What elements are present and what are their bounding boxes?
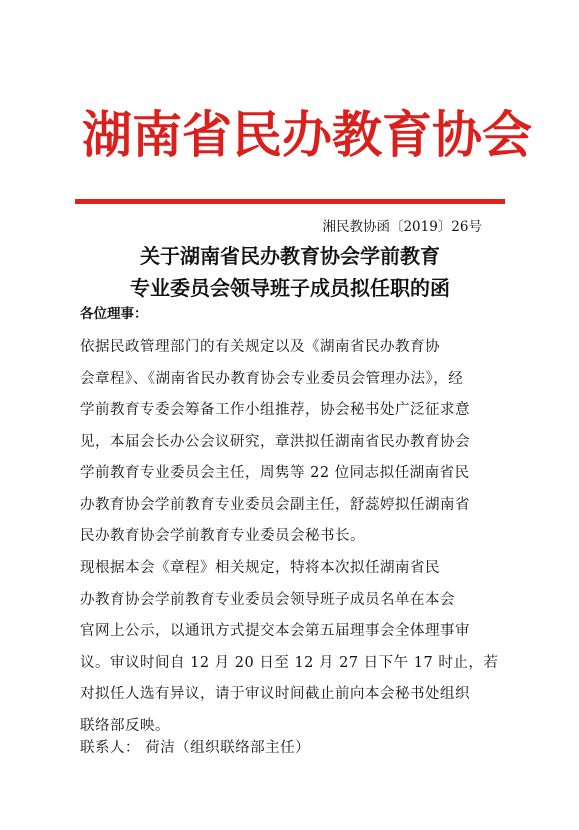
paragraph-line: 见，本届会长办公会议研究，章洪拟任湖南省民办教育协会 (80, 433, 470, 450)
body-paragraph-1 (80, 332, 504, 553)
paragraph-line: 民办教育协会学前教育专业委员会秘书长。 (80, 528, 365, 544)
document-number: 湘民教协函〔2019〕26号 (322, 219, 482, 235)
paragraph-line: 依据民政管理部门的有关规定以及《湖南省民办教育协 (80, 339, 440, 355)
body-paragraph-contact (80, 733, 504, 765)
paragraph-line: 对拟任人选有异议，请于审议时间截止前向本会秘书处组织 (80, 686, 470, 702)
letter-title-line-1: 关于湖南省民办教育协会学前教育 (140, 244, 440, 268)
paragraph-line: 议。审议时间自 12 月 20 日至 12 月 27 日下午 17 时止，若 (80, 654, 499, 671)
paragraph-line: 学前教育专委会筹备工作小组推荐，协会秘书处广泛征求意 (80, 402, 470, 418)
paragraph-line: 办教育协会学前教育专业委员会领导班子成员名单在本会 (80, 591, 455, 608)
contact-line: 联系人： 荷洁（组织联络部主任） (80, 740, 311, 756)
paragraph-line: 学前教育专业委员会主任，周隽等 22 位同志拟任湖南省民 (80, 465, 470, 481)
paragraph-line: 官网上公示，以通讯方式提交本会第五届理事会全体理事审 (80, 623, 470, 639)
letterhead-red-rule (75, 199, 505, 204)
body-paragraph-2 (80, 553, 504, 742)
paragraph-line: 会章程》、《湖南省民办教育协会专业委员会管理办法》，经 (80, 370, 464, 387)
paragraph-line: 联络部反映。 (80, 717, 170, 734)
paragraph-line: 现根据本会《章程》相关规定，特将本次拟任湖南省民 (80, 560, 440, 576)
letter-title-line-2: 专业委员会领导班子成员拟任职的函 (130, 276, 450, 300)
letterhead-org-name: 湖南省民办教育协会 (82, 105, 532, 164)
paragraph-line: 办教育协会学前教育专业委员会副主任，舒蕊婷拟任湖南省 (80, 496, 470, 513)
salutation: 各位理事： (80, 306, 148, 322)
